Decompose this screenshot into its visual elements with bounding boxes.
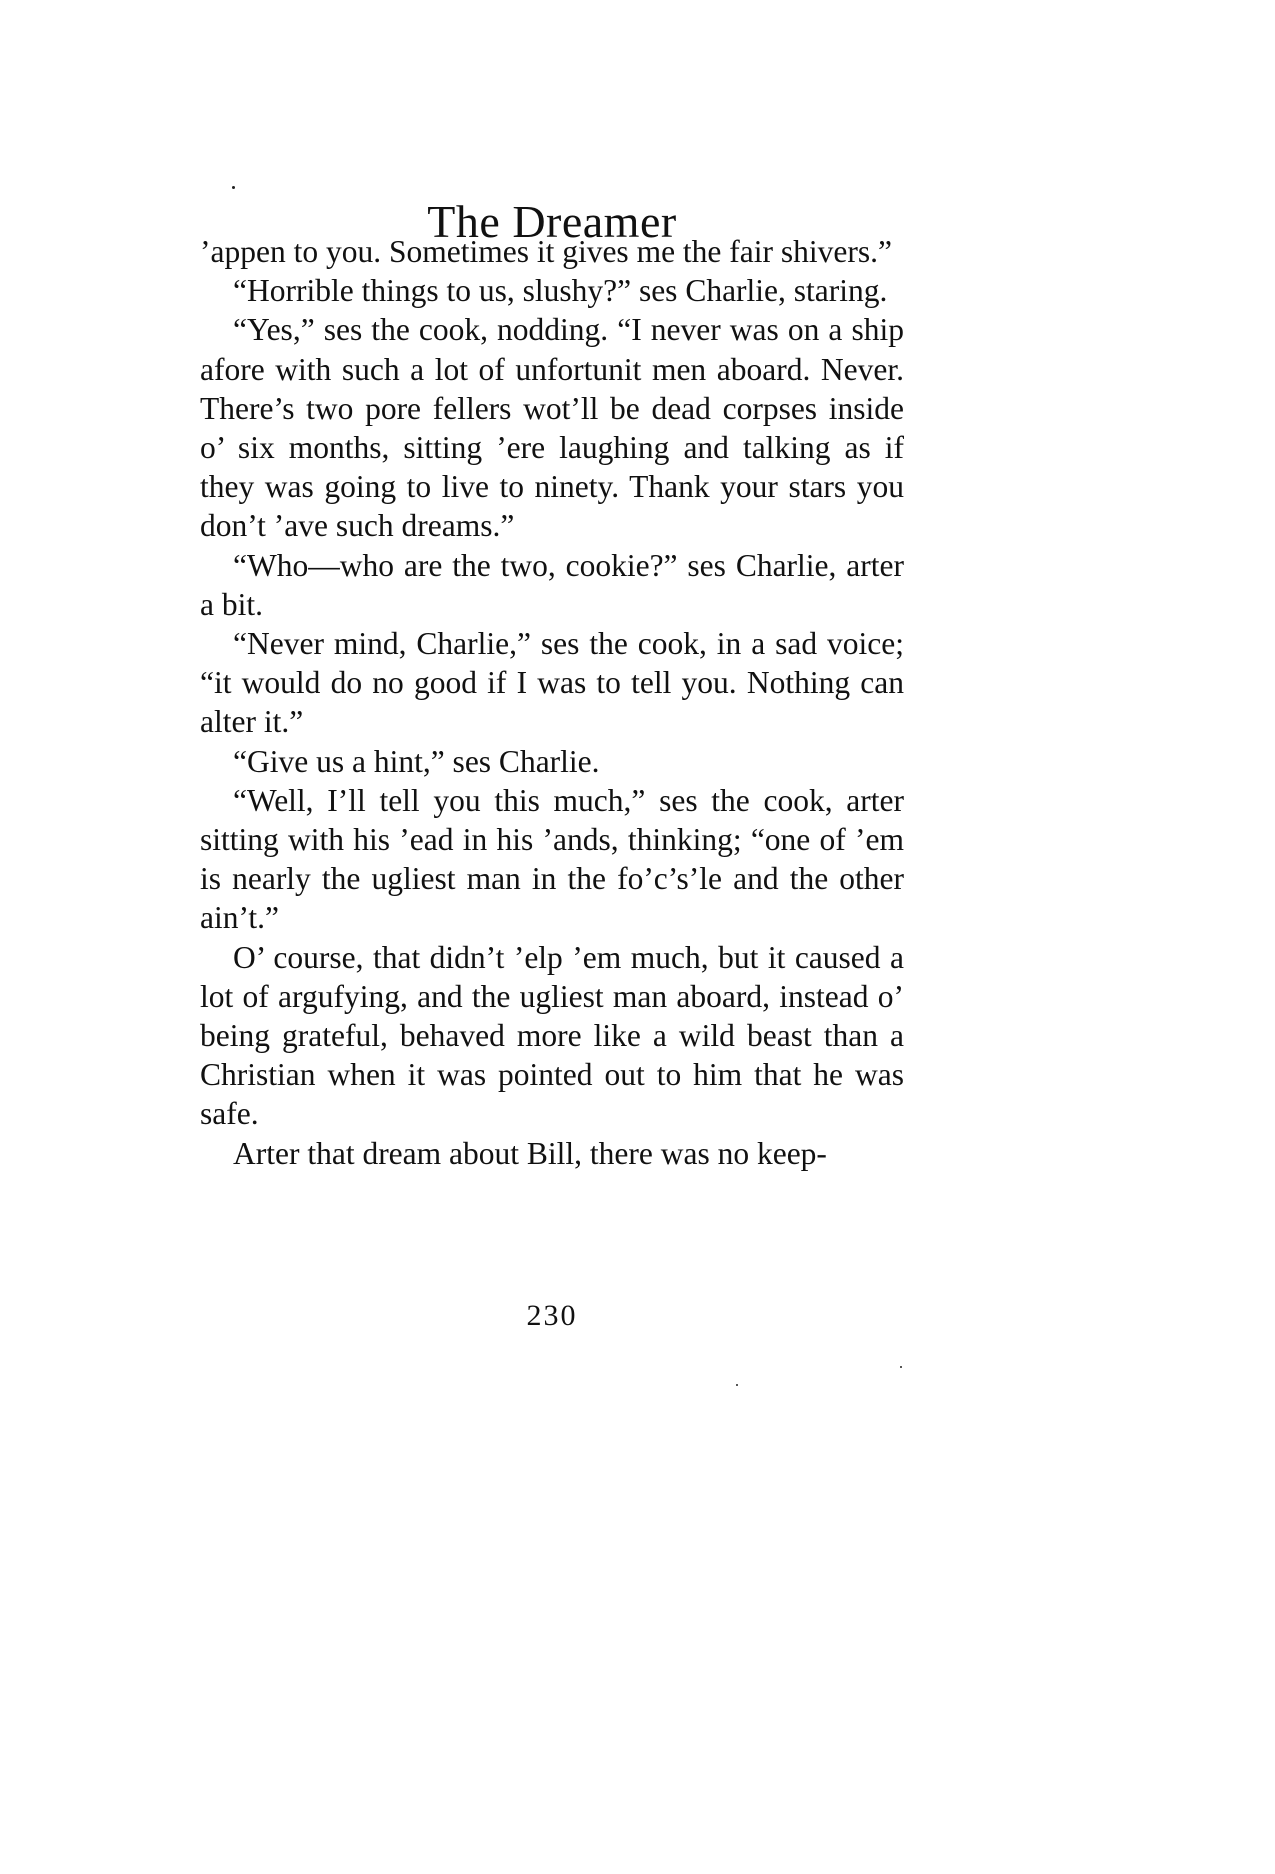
page-number: 230 <box>526 1299 578 1332</box>
body-text <box>200 232 904 1173</box>
paragraph-3: “Yes,” ses the cook, nodding. “I never was on a ship afore with such a lot of unfortunit men aboard. Never. There’s two pore fellers wot’ll be dead corpses inside o’ six months, sitting ’ere laughing and talking as if they was going to live to ninety. Thank your stars you don’t ’ave such dreams.” <box>200 312 904 544</box>
paragraph-4: “Who—who are the two, cookie?” ses Charlie, arter a bit. <box>200 547 904 622</box>
paragraph-5: “Never mind, Charlie,” ses the cook, in a sad voice; “it would do no good if I was to tell you. Nothing can alter it.” <box>200 626 904 740</box>
paragraph-7: “Well, I’ll tell you this much,” ses the cook, arter sitting with his ’ead in his ’ands, thinking; “one of ’em is nearly the ugliest man in the fo’c’s’le and the other ain’t.” <box>200 782 904 936</box>
paragraph-2: “Horrible things to us, slushy?” ses Charlie, staring. <box>233 273 888 309</box>
paragraph-1: ’appen to you. Sometimes it gives me the fair shivers.” <box>200 234 892 269</box>
running-title: The Dreamer <box>427 196 677 247</box>
paragraph-6: “Give us a hint,” ses Charlie. <box>233 743 600 779</box>
paragraph-8: O’ course, that didn’t ’elp ’em much, but it caused a lot of argufying, and the ugliest man aboard, instead o’ being grateful, behaved more like a wild beast than a Christian when it was pointed out to him that he was safe. <box>200 939 904 1132</box>
stray-ink-mark <box>900 1366 902 1368</box>
stray-ink-mark <box>736 1384 738 1386</box>
paragraph-9: Arter that dream about Bill, there was no keep- <box>233 1135 827 1171</box>
stray-ink-mark <box>232 186 235 189</box>
